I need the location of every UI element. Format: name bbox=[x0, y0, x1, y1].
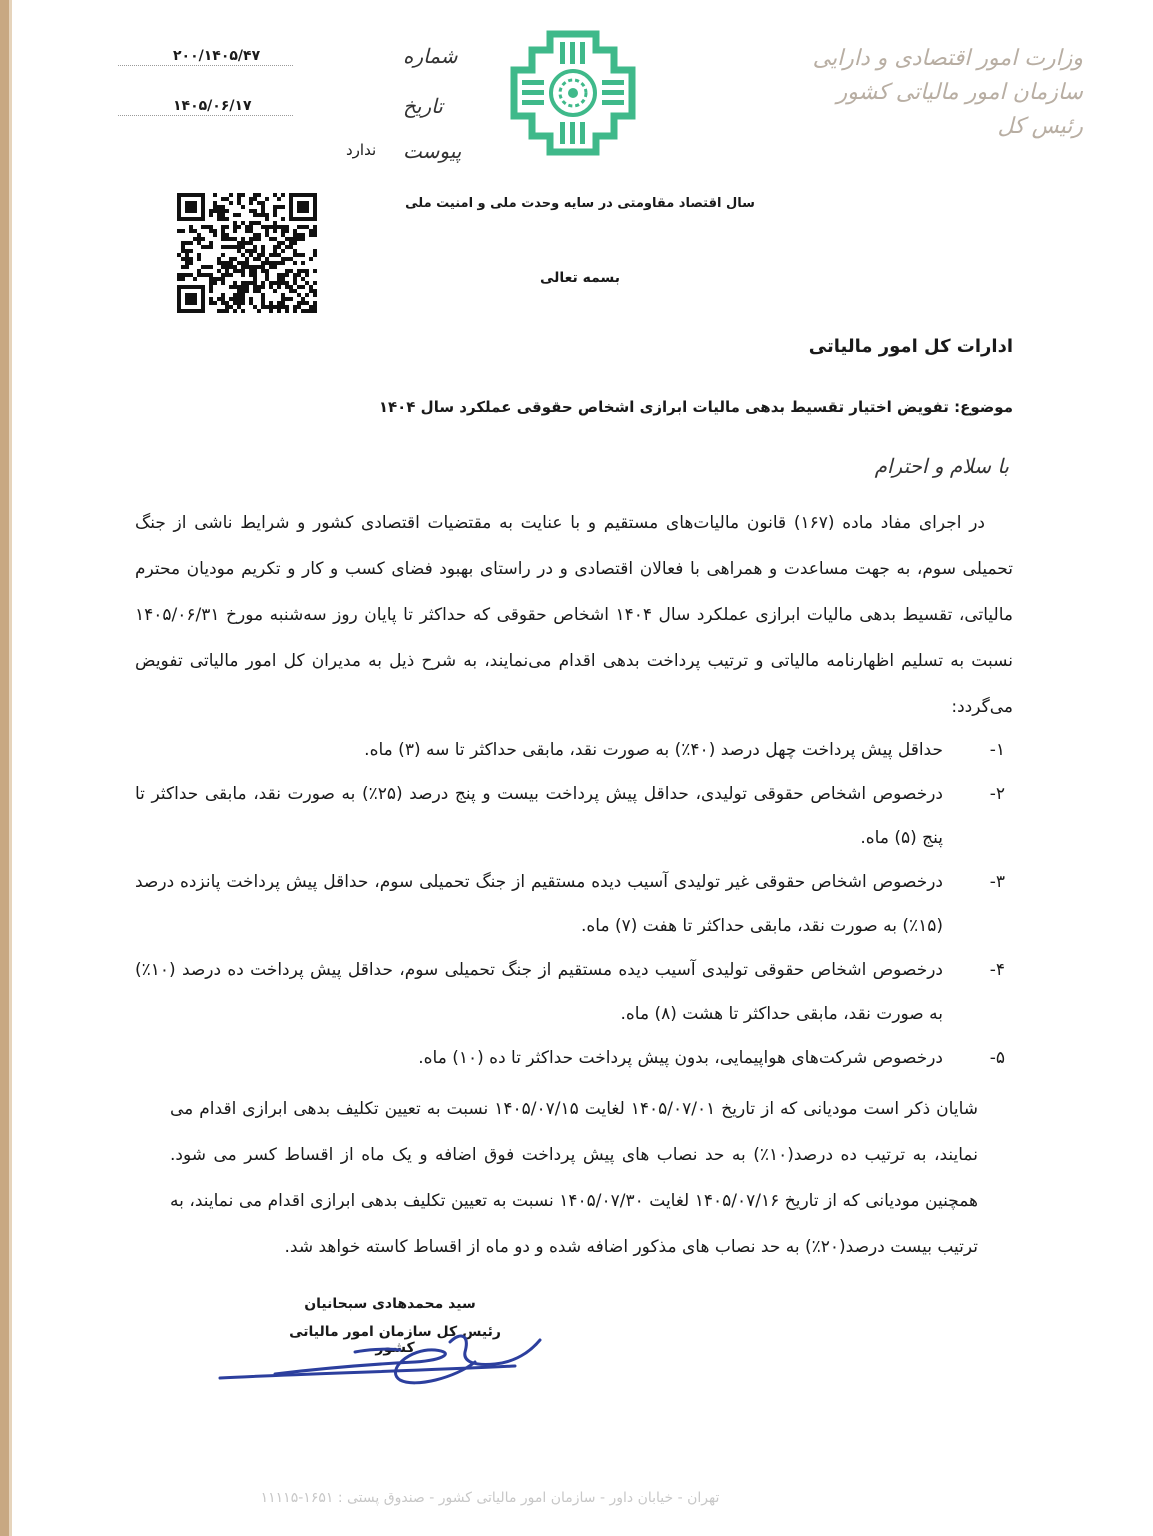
year-slogan: سال اقتصاد مقاومتی در سایه وحدت ملی و امنیت ملی bbox=[405, 196, 755, 211]
item-text: درخصوص شرکت‌های هواپیمایی، بدون پیش پرداخت حداکثر تا ده (۱۰) ماه. bbox=[418, 1048, 943, 1068]
handwritten-signature bbox=[215, 1322, 555, 1392]
list-item bbox=[135, 1036, 1013, 1080]
letter-date-row bbox=[118, 90, 448, 120]
qr-code bbox=[177, 193, 317, 313]
signer-title: رئیس کل سازمان امور مالیاتی کشور bbox=[289, 1324, 501, 1356]
attachment-value: ندارد bbox=[346, 141, 377, 159]
item-text: حداقل پیش پرداخت چهل درصد (۴۰٪) به صورت نقد، مابقی حداکثر تا سه (۳) ماه. bbox=[364, 740, 943, 760]
closing-paragraph bbox=[170, 1086, 978, 1270]
tax-organization-logo bbox=[510, 30, 636, 156]
item-text: درخصوص اشخاص حقوقی تولیدی آسیب دیده مستقیم از جنگ تحمیلی سوم، حداقل پیش پرداخت ده درصد (۱۰٪) به صورت نقد، مابقی حداکثر تا هشت (۸) ماه. bbox=[135, 960, 943, 1024]
intro-text: در اجرای مفاد ماده (۱۶۷) قانون مالیات‌های مستقیم و با عنایت به مقتضیات اقتصادی کشور و شرایط ناشی از جنگ تحمیلی سوم، به جهت مساعدت و همراهی با فعالان اقتصادی و در راستای بهبود فضای کسب و کار و تکریم مودیان محترم مالیاتی، تقسیط بدهی مالیات ابرازی عملکرد سال ۱۴۰۴ اشخاص حقوقی که حداکثر تا پایان روز سه‌شنبه مورخ ۱۴۰۵/۰۶/۳۱ نسبت به تسلیم اظهارنامه مالیاتی و ترتیب پرداخت بدهی اقدام می‌نمایند، به شرح ذیل به مدیران کل امور مالیاتی تفویض می‌گردد: bbox=[135, 513, 1013, 717]
letter-number-label: شماره bbox=[403, 44, 458, 68]
list-item bbox=[135, 772, 1013, 860]
attachment-label: پیوست bbox=[403, 139, 462, 163]
bismillah: بسمه تعالی bbox=[539, 270, 621, 286]
letter-date-value: ۱۴۰۵/۰۶/۱۷ bbox=[173, 98, 252, 114]
letter-date-label: تاریخ bbox=[403, 94, 443, 118]
dotted-line bbox=[118, 65, 293, 66]
item-number: ۲- bbox=[989, 784, 1005, 804]
footer-address: تهران - خیابان داور - سازمان امور مالیاتی کشور - صندوق پستی : ۱۶۵۱-۱۱۱۱۵ bbox=[260, 1490, 720, 1506]
ministry-line-2: سازمان امور مالیاتی کشور bbox=[836, 80, 1083, 105]
letter-number-value: ۲۰۰/۱۴۰۵/۴۷ bbox=[173, 48, 261, 64]
item-number: ۴- bbox=[989, 960, 1005, 980]
list-item bbox=[135, 948, 1013, 1036]
item-number: ۳- bbox=[989, 872, 1005, 892]
item-text: درخصوص اشخاص حقوقی تولیدی، حداقل پیش پرداخت بیست و پنج درصد (۲۵٪) به صورت نقد، مابقی حداکثر تا پنج (۵) ماه. bbox=[135, 784, 943, 848]
attachment-row bbox=[118, 135, 462, 165]
list-item bbox=[135, 860, 1013, 948]
page-border-inner bbox=[9, 0, 12, 1536]
letter-number-row bbox=[118, 40, 458, 70]
item-number: ۱- bbox=[989, 740, 1005, 760]
item-number: ۵- bbox=[989, 1048, 1005, 1068]
intro-paragraph bbox=[135, 500, 1013, 730]
dotted-line bbox=[118, 115, 293, 116]
salutation: با سلام و احترام bbox=[874, 454, 1009, 478]
page-border bbox=[0, 0, 9, 1536]
item-text: درخصوص اشخاص حقوقی غیر تولیدی آسیب دیده مستقیم از جنگ تحمیلی سوم، حداقل پیش پرداخت پانزده درصد (۱۵٪) به صورت نقد، مابقی حداکثر تا هفت (۷) ماه. bbox=[135, 872, 943, 936]
signer-name: سید محمدهادی سبحانیان bbox=[304, 1296, 476, 1312]
list-item bbox=[135, 728, 1013, 772]
recipient: ادارات کل امور مالیاتی bbox=[808, 336, 1013, 357]
subject-line: موضوع: تفویض اختیار تقسیط بدهی مالیات ابرازی اشخاص حقوقی عملکرد سال ۱۴۰۴ bbox=[378, 398, 1013, 416]
ministry-line-1: وزارت امور اقتصادی و دارایی bbox=[812, 46, 1083, 71]
items-list bbox=[135, 728, 1013, 1080]
closing-text: شایان ذکر است مودیانی که از تاریخ ۱۴۰۵/۰۷/۰۱ لغایت ۱۴۰۵/۰۷/۱۵ نسبت به تعیین تکلیف بدهی ابرازی اقدام می نمایند، به ترتیب ده درصد(۱۰٪) به حد نصاب های پیش پرداخت فوق اضافه و یک ماه از اقساط کسر می شود. همچنین مودیانی که از تاریخ ۱۴۰۵/۰۷/۱۶ لغایت ۱۴۰۵/۰۷/۳۰ نسبت به تعیین تکلیف بدهی ابرازی اقدام می نمایند، به ترتیب بیست درصد(۲۰٪) به حد نصاب های مذکور اضافه شده و دو ماه از اقساط کاسته خواهد شد. bbox=[170, 1099, 979, 1257]
ministry-header bbox=[783, 42, 1083, 144]
ministry-line-3: رئیس کل bbox=[997, 114, 1083, 139]
